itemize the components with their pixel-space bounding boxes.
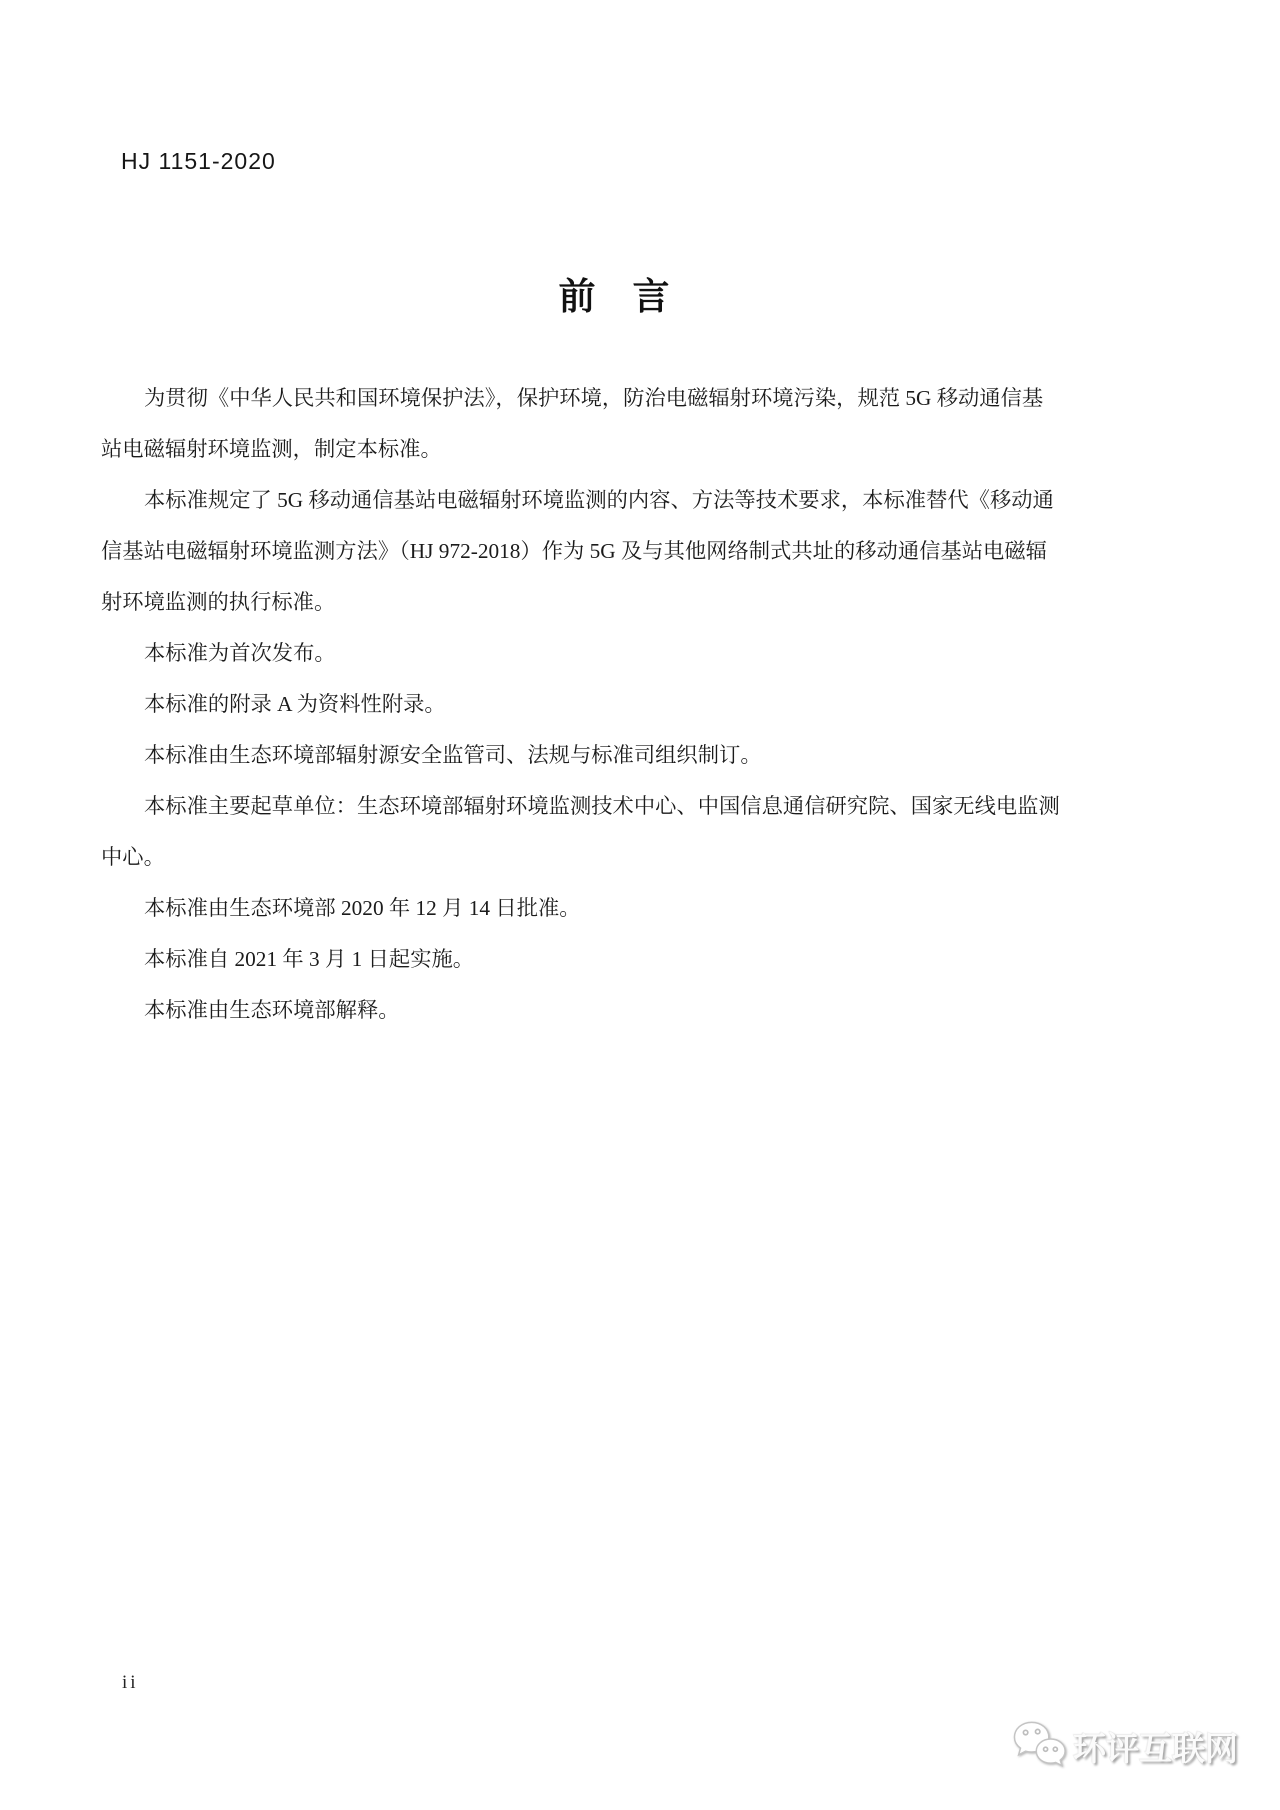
paragraph-line: 本标准由生态环境部辐射源安全监管司、法规与标准司组织制订。 xyxy=(144,743,762,767)
watermark-text: 环评互联网 xyxy=(1073,1729,1238,1767)
paragraph-line: 本标准自 2021 年 3 月 1 日起实施。 xyxy=(144,947,475,971)
paragraph-line: 为贯彻《中华人民共和国环境保护法》，保护环境，防治电磁辐射环境污染，规范 5G 移动通信基 xyxy=(144,386,1044,410)
paragraph-line: 本标准为首次发布。 xyxy=(144,641,336,665)
paragraph-line: 本标准规定了 5G 移动通信基站电磁辐射环境监测的内容、方法等技术要求，本标准替代《移动通 xyxy=(144,488,1054,512)
paragraph-line: 站电磁辐射环境监测，制定本标准。 xyxy=(101,437,442,461)
paragraph-line: 本标准主要起草单位：生态环境部辐射环境监测技术中心、中国信息通信研究院、国家无线电监测 xyxy=(144,794,1060,818)
paragraph-line: 本标准由生态环境部 2020 年 12 月 14 日批准。 xyxy=(144,896,581,920)
paragraph-line: 中心。 xyxy=(101,845,165,869)
body-paragraphs xyxy=(101,373,1133,1036)
standard-number-header: HJ 1151-2020 xyxy=(121,148,276,174)
page-title: 前 言 xyxy=(558,276,670,317)
page-number: ii xyxy=(122,1672,139,1693)
watermark xyxy=(1012,1720,1238,1772)
paragraph-line: 本标准的附录 A 为资料性附录。 xyxy=(144,692,446,716)
paragraph-line: 信基站电磁辐射环境监测方法》（HJ 972-2018）作为 5G 及与其他网络制式共址的移动通信基站电磁辐 xyxy=(101,539,1047,563)
paragraph-line: 本标准由生态环境部解释。 xyxy=(144,998,400,1022)
paragraph-line: 射环境监测的执行标准。 xyxy=(101,590,336,614)
wechat-logo-icon xyxy=(1012,1720,1068,1772)
